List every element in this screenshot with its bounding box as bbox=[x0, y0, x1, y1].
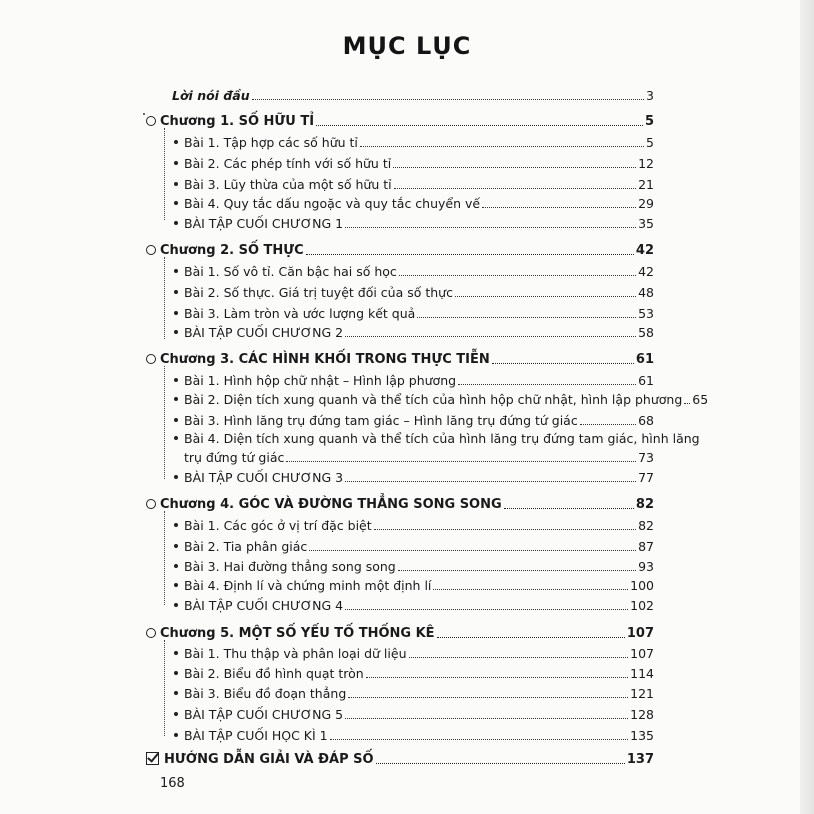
entry-page: 73 bbox=[638, 450, 654, 465]
toc-entry[interactable] bbox=[174, 175, 654, 193]
toc-entry[interactable] bbox=[174, 304, 654, 322]
toc-entry[interactable] bbox=[174, 133, 654, 151]
toc-entry[interactable] bbox=[174, 644, 654, 662]
entry-page: 93 bbox=[638, 559, 654, 574]
entry-label: Bài 1. Tập hợp các số hữu tỉ bbox=[184, 135, 358, 150]
chapter-label: Chương 4. GÓC VÀ ĐƯỜNG THẲNG SONG SONG bbox=[160, 497, 502, 512]
bullet-icon bbox=[174, 733, 178, 737]
toc-entry[interactable] bbox=[174, 390, 709, 408]
dotted-connector bbox=[164, 640, 165, 736]
toc-entry[interactable] bbox=[174, 726, 654, 744]
bullet-icon bbox=[174, 161, 178, 165]
entry-page: 102 bbox=[630, 598, 654, 613]
toc-entry[interactable] bbox=[174, 684, 654, 702]
answers-page: 137 bbox=[626, 752, 654, 767]
toc-entry-continuation[interactable] bbox=[184, 448, 654, 466]
bullet-icon bbox=[174, 671, 178, 675]
toc-chapter-1[interactable] bbox=[146, 112, 654, 130]
dotted-connector bbox=[164, 511, 165, 605]
bullet-icon bbox=[174, 290, 178, 294]
checkbox-checked-icon bbox=[146, 752, 159, 765]
leader-dots bbox=[345, 481, 636, 482]
entry-page: 29 bbox=[638, 196, 654, 211]
chapter-page: 61 bbox=[635, 352, 654, 367]
circle-icon bbox=[146, 354, 156, 364]
entry-page: 77 bbox=[638, 470, 654, 485]
leader-dots bbox=[316, 125, 643, 126]
page-title: MỤC LỤC bbox=[342, 32, 472, 60]
entry-label: Bài 3. Hình lăng trụ đứng tam giác – Hình lăng trụ đứng tứ giác bbox=[184, 413, 578, 428]
leader-dots bbox=[330, 739, 629, 740]
toc-entry[interactable] bbox=[174, 194, 654, 212]
entry-page: 68 bbox=[638, 413, 654, 428]
bullet-icon bbox=[174, 221, 178, 225]
entry-page: 58 bbox=[638, 325, 654, 340]
circle-icon bbox=[146, 499, 156, 509]
toc-entry[interactable] bbox=[174, 411, 654, 429]
leader-dots bbox=[309, 550, 636, 551]
entry-page: 48 bbox=[638, 285, 654, 300]
leader-dots bbox=[398, 570, 636, 571]
entry-page: 82 bbox=[638, 518, 654, 533]
dotted-connector bbox=[164, 257, 165, 339]
entry-label: Bài 1. Thu thập và phân loại dữ liệu bbox=[184, 646, 407, 661]
leader-dots bbox=[252, 99, 644, 100]
bullet-icon bbox=[174, 330, 178, 334]
leader-dots bbox=[437, 637, 625, 638]
bullet-icon bbox=[174, 311, 178, 315]
bullet-icon bbox=[174, 691, 178, 695]
circle-icon bbox=[146, 628, 156, 638]
toc-entry[interactable] bbox=[174, 371, 654, 389]
leader-dots bbox=[366, 677, 628, 678]
bullet-icon bbox=[174, 378, 178, 382]
toc-entry-page: 3 bbox=[646, 88, 654, 103]
toc-entry[interactable] bbox=[174, 705, 654, 723]
entry-label: Bài 2. Tia phân giác bbox=[184, 539, 308, 554]
entry-page: 121 bbox=[630, 686, 654, 701]
leader-dots bbox=[374, 529, 636, 530]
bullet-icon bbox=[174, 544, 178, 548]
leader-dots bbox=[455, 296, 636, 297]
entry-label: Bài 4. Quy tắc dấu ngoặc và quy tắc chuyển vế bbox=[184, 196, 481, 211]
chapter-label: Chương 5. MỘT SỐ YẾU TỐ THỐNG KÊ bbox=[160, 626, 435, 641]
toc-entry[interactable] bbox=[174, 283, 654, 301]
entry-label: BÀI TẬP CUỐI CHƯƠNG 2 bbox=[184, 325, 344, 340]
toc-chapter-2[interactable] bbox=[146, 241, 654, 259]
bullet-icon bbox=[174, 712, 178, 716]
toc-entry[interactable] bbox=[174, 516, 654, 534]
entry-label: Bài 3. Làm tròn và ước lượng kết quả bbox=[184, 306, 416, 321]
leader-dots bbox=[684, 403, 690, 404]
entry-label: Bài 2. Biểu đồ hình quạt tròn bbox=[184, 666, 364, 681]
entry-label: Bài 4. Diện tích xung quanh và thể tích của hình lăng trụ đứng tam giác, hình lăng bbox=[184, 431, 700, 446]
chapter-page: 42 bbox=[635, 243, 654, 258]
toc-entry[interactable] bbox=[174, 154, 654, 172]
toc-entry[interactable] bbox=[174, 323, 654, 341]
entry-page: 42 bbox=[638, 264, 654, 279]
leader-dots bbox=[433, 589, 628, 590]
leader-dots bbox=[348, 697, 628, 698]
entry-page: 100 bbox=[630, 578, 654, 593]
entry-page: 128 bbox=[630, 707, 654, 722]
entry-page: 35 bbox=[638, 216, 654, 231]
entry-label: Bài 3. Hai đường thẳng song song bbox=[184, 559, 396, 574]
entry-label: Bài 1. Hình hộp chữ nhật – Hình lập phương bbox=[184, 373, 457, 388]
bullet-icon bbox=[174, 651, 178, 655]
leader-dots bbox=[360, 146, 644, 147]
entry-label: BÀI TẬP CUỐI CHƯƠNG 3 bbox=[184, 470, 344, 485]
leader-dots bbox=[345, 227, 636, 228]
toc-answers[interactable] bbox=[146, 750, 654, 768]
leader-dots bbox=[345, 609, 628, 610]
chapter-page: 82 bbox=[635, 497, 654, 512]
dotted-connector bbox=[164, 366, 165, 479]
toc-entry[interactable] bbox=[174, 664, 654, 682]
bullet-icon bbox=[174, 201, 178, 205]
bullet-icon bbox=[174, 397, 178, 401]
chapter-page: 5 bbox=[644, 114, 654, 129]
entry-page: 107 bbox=[630, 646, 654, 661]
leader-dots bbox=[345, 718, 628, 719]
leader-dots bbox=[286, 461, 636, 462]
toc-entry[interactable] bbox=[174, 537, 654, 555]
entry-label: Bài 3. Biểu đồ đoạn thẳng bbox=[184, 686, 347, 701]
leader-dots bbox=[458, 384, 636, 385]
chapter-label: Chương 3. CÁC HÌNH KHỐI TRONG THỰC TIỄN bbox=[160, 352, 490, 367]
bullet-icon bbox=[174, 583, 178, 587]
toc-chapter-4[interactable] bbox=[146, 495, 654, 513]
toc-entry-multiline[interactable] bbox=[174, 431, 700, 447]
toc-entry[interactable] bbox=[174, 262, 654, 280]
entry-label: Bài 2. Các phép tính với số hữu tỉ bbox=[184, 156, 392, 171]
entry-label: BÀI TẬP CUỐI CHƯƠNG 4 bbox=[184, 598, 344, 613]
bullet-icon bbox=[174, 436, 178, 440]
leader-dots bbox=[417, 317, 636, 318]
leader-dots bbox=[376, 763, 625, 764]
entry-label: Bài 2. Số thực. Giá trị tuyệt đối của số thực bbox=[184, 285, 453, 300]
entry-page: 12 bbox=[638, 156, 654, 171]
answers-label: HƯỚNG DẪN GIẢI VÀ ĐÁP SỐ bbox=[164, 752, 374, 767]
page-number: 168 bbox=[160, 776, 185, 791]
toc-entry-preface[interactable] bbox=[172, 86, 654, 104]
leader-dots bbox=[492, 363, 634, 364]
bullet-icon bbox=[174, 140, 178, 144]
bullet-icon bbox=[174, 523, 178, 527]
dotted-connector bbox=[164, 128, 165, 220]
bullet-icon bbox=[174, 418, 178, 422]
bullet-icon bbox=[174, 269, 178, 273]
toc-chapter-5[interactable] bbox=[146, 624, 654, 642]
leader-dots bbox=[306, 254, 634, 255]
leader-dots bbox=[504, 508, 634, 509]
chapter-label: Chương 2. SỐ THỰC bbox=[160, 243, 304, 258]
leader-dots bbox=[399, 275, 636, 276]
entry-label: Bài 4. Định lí và chứng minh một định lí bbox=[184, 578, 432, 593]
entry-label: BÀI TẬP CUỐI CHƯƠNG 1 bbox=[184, 216, 344, 231]
leader-dots bbox=[394, 188, 637, 189]
bullet-icon bbox=[174, 603, 178, 607]
entry-page: 53 bbox=[638, 306, 654, 321]
circle-icon bbox=[146, 116, 156, 126]
toc-entry[interactable] bbox=[174, 557, 654, 575]
entry-page: 5 bbox=[646, 135, 654, 150]
entry-page: 61 bbox=[638, 373, 654, 388]
toc-entry[interactable] bbox=[174, 214, 654, 232]
leader-dots bbox=[482, 207, 636, 208]
toc-entry[interactable] bbox=[174, 576, 654, 594]
entry-page: 87 bbox=[638, 539, 654, 554]
toc-chapter-3[interactable] bbox=[146, 350, 654, 368]
circle-icon bbox=[146, 245, 156, 255]
bullet-icon bbox=[174, 475, 178, 479]
entry-label: Bài 3. Lũy thừa của một số hữu tỉ bbox=[184, 177, 392, 192]
entry-label: BÀI TẬP CUỐI CHƯƠNG 5 bbox=[184, 707, 344, 722]
chapter-label: Chương 1. SỐ HỮU TỈ bbox=[160, 114, 315, 129]
entry-label: BÀI TẬP CUỐI HỌC KÌ 1 bbox=[184, 728, 328, 743]
entry-page: 65 bbox=[692, 392, 709, 407]
chapter-page: 107 bbox=[626, 626, 654, 641]
leader-dots bbox=[409, 657, 629, 658]
entry-label-continued: trụ đứng tứ giác bbox=[184, 450, 285, 465]
entry-label: Bài 2. Diện tích xung quanh và thể tích của hình hộp chữ nhật, hình lập phương bbox=[184, 392, 683, 407]
entry-page: 21 bbox=[638, 177, 654, 192]
leader-dots bbox=[580, 424, 636, 425]
bullet-icon bbox=[174, 182, 178, 186]
leader-dots bbox=[345, 336, 636, 337]
entry-page: 114 bbox=[630, 666, 654, 681]
entry-label: Bài 1. Số vô tỉ. Căn bậc hai số học bbox=[184, 264, 397, 279]
toc-entry-label: Lời nói đầu bbox=[172, 88, 250, 103]
toc-entry[interactable] bbox=[174, 468, 654, 486]
toc-entry[interactable] bbox=[174, 596, 654, 614]
bullet-icon bbox=[174, 564, 178, 568]
entry-label: Bài 1. Các góc ở vị trí đặc biệt bbox=[184, 518, 372, 533]
leader-dots bbox=[393, 167, 636, 168]
entry-page: 135 bbox=[630, 728, 654, 743]
